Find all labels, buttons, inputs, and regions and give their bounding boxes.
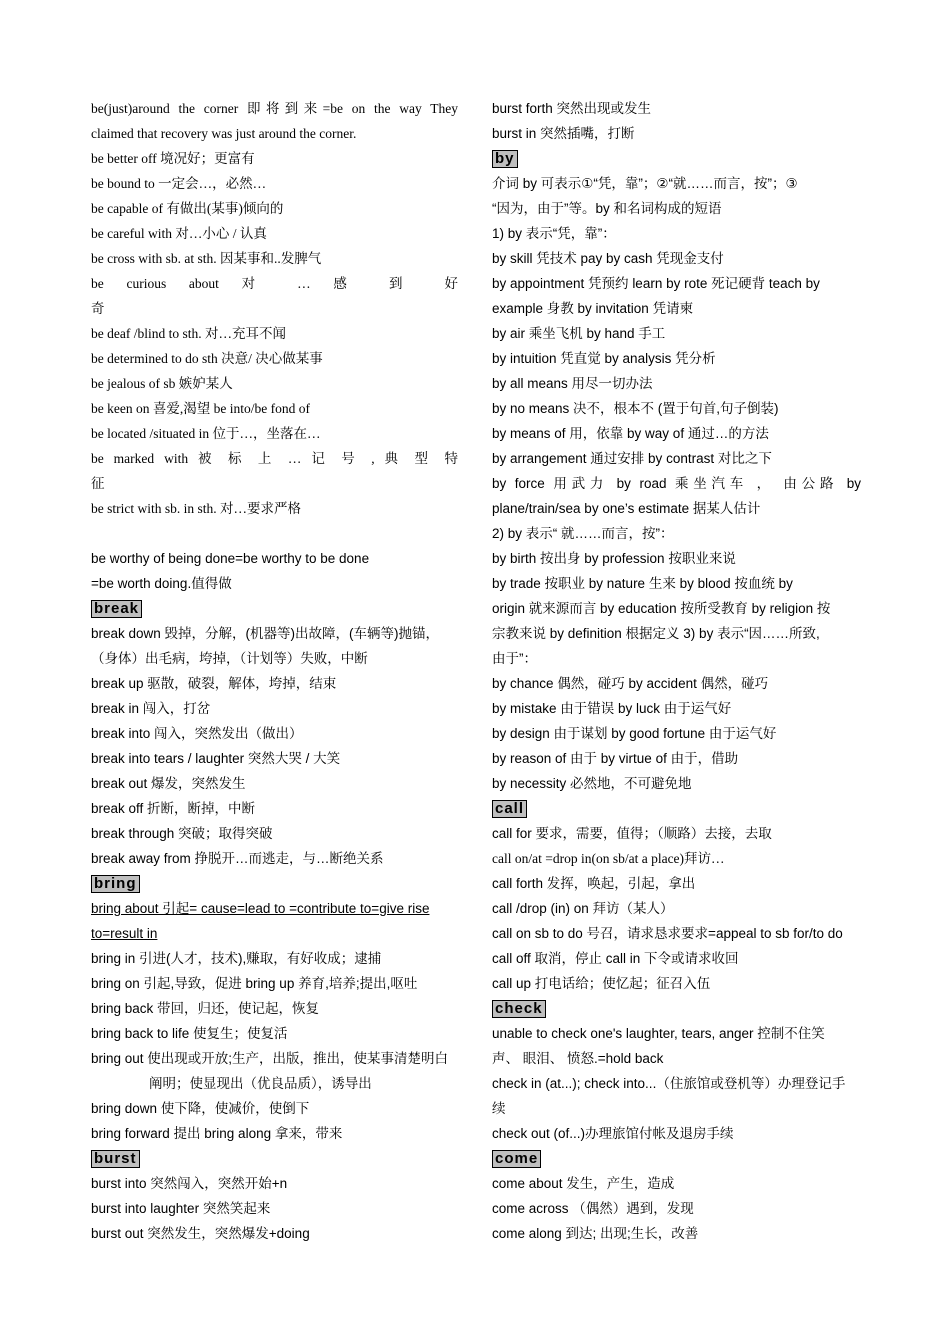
text-line: bring back to life 使复生；使复活 xyxy=(91,1026,288,1041)
section-heading-label: call xyxy=(492,800,527,818)
text-line: bring out 使出现或开放;生产，出版，推出，使某事清楚明白 xyxy=(91,1051,449,1066)
text-line: by mistake 由于错误 by luck 由于运气好 xyxy=(492,701,732,716)
text-line: be strict with sb. in sth. 对…要求严格 xyxy=(91,501,301,516)
text-line: bring forward 提出 bring along 拿来，带来 xyxy=(91,1126,343,1141)
text-line: 介词 by 可表示①“凭，靠”；②“就……而言，按”；③ xyxy=(492,176,798,191)
text-line: to=result in xyxy=(91,926,158,941)
text-line: be careful with 对…小心 / 认真 xyxy=(91,226,267,241)
text-line: by skill 凭技术 pay by cash 凭现金支付 xyxy=(492,251,724,266)
section-heading xyxy=(492,996,861,1021)
text-line: come across （偶然）遇到，发现 xyxy=(492,1201,694,1216)
text-line: burst into laughter 突然笑起来 xyxy=(91,1201,271,1216)
text-line: “因为，由于”等。by 和名词构成的短语 xyxy=(492,201,722,216)
text-line: burst forth 突然出现或发生 xyxy=(492,101,652,116)
text-line: example 身教 by invitation 凭请柬 xyxy=(492,301,694,316)
text-line: by reason of 由于 by virtue of 由于，借助 xyxy=(492,751,739,766)
text-line: by appointment 凭预约 learn by rote 死记硬背 teach by xyxy=(492,276,820,291)
text-line: check in (at...); check into...（住旅馆或登机等）办理登记手 xyxy=(492,1076,846,1091)
text-line: call on sb to do 号召，请求恳求要求=appeal to sb for/to do xyxy=(492,926,843,941)
text-line: 2) by 表示“ 就……而言，按”： xyxy=(492,526,674,541)
text-line: call on/at =drop in(on sb/at a place)拜访… xyxy=(492,851,725,866)
text-line: break through 突破；取得突破 xyxy=(91,826,273,841)
text-line: be cross with sb. at sth. 因某事和..发脾气 xyxy=(91,251,322,266)
text-line: be located /situated in 位于…，坐落在… xyxy=(91,426,321,441)
text-line: be deaf /blind to sth. 对…充耳不闻 xyxy=(91,326,286,341)
text-line: break away from 挣脱开…而逃走，与…断绝关系 xyxy=(91,851,384,866)
section-heading xyxy=(492,146,861,171)
text-line: be(just)around the corner 即将到来=be on the way They xyxy=(91,101,458,116)
text-line: by necessity 必然地，不可避免地 xyxy=(492,776,692,791)
text-line: break down 毁掉，分解，(机器等)出故障，(车辆等)抛锚， xyxy=(91,626,440,641)
text-line: burst into 突然闯入，突然开始+n xyxy=(91,1176,288,1191)
text-line: be worthy of being done=be worthy to be done xyxy=(91,551,370,566)
text-line: break in 闯入，打岔 xyxy=(91,701,211,716)
text-line: break into 闯入，突然发出（做出） xyxy=(91,726,303,741)
text-line: burst out 突然发生，突然爆发+doing xyxy=(91,1226,310,1241)
section-heading-label: break xyxy=(91,600,142,618)
text-line: by chance 偶然，碰巧 by accident 偶然，碰巧 xyxy=(492,676,769,691)
text-line: origin 就来源而言 by education 按所受教育 by religion 按 xyxy=(492,601,831,616)
text-line: （身体）出毛病，垮掉，（计划等）失败，中断 xyxy=(91,651,368,666)
text-line: be curious about 对 … 感 到 好 xyxy=(91,276,458,291)
section-heading-label: burst xyxy=(91,1150,140,1168)
right-column xyxy=(492,96,861,1246)
section-heading-label: come xyxy=(492,1150,541,1168)
section-heading xyxy=(91,871,458,896)
text-line: come along 到达; 出现;生长，改善 xyxy=(492,1226,699,1241)
section-heading xyxy=(91,596,458,621)
text-line: 征 xyxy=(91,476,105,491)
text-line: call up 打电话给；使忆起；征召入伍 xyxy=(492,976,711,991)
text-line: by force 用武力 by road 乘坐汽车 ， 由公路 by xyxy=(492,476,861,491)
text-line: bring down 使下降，使减价，使倒下 xyxy=(91,1101,310,1116)
text-line: be determined to do sth 决意/ 决心做某事 xyxy=(91,351,323,366)
text-line: break out 爆发，突然发生 xyxy=(91,776,246,791)
text-line: bring in 引进(人才，技术),赚取，有好收成；逮捕 xyxy=(91,951,382,966)
text-line: by design 由于谋划 by good fortune 由于运气好 xyxy=(492,726,777,741)
text-line: break off 折断，断掉，中断 xyxy=(91,801,256,816)
text-line: by no means 决不，根本不 (置于句首,句子倒装) xyxy=(492,401,779,416)
text-line: by birth 按出身 by profession 按职业来说 xyxy=(492,551,736,566)
text-line: 阐明；使显现出（优良品质），诱导出 xyxy=(149,1076,372,1091)
text-line: call /drop (in) on 拜访（某人） xyxy=(492,901,674,916)
left-column xyxy=(91,96,458,1246)
text-line: 续 xyxy=(492,1101,506,1116)
text-line: bring on 引起,导致，促进 bring up 养育,培养;提出,呕吐 xyxy=(91,976,418,991)
text-line: plane/train/sea by one’s estimate 据某人估计 xyxy=(492,501,761,516)
text-line: 奇 xyxy=(91,301,105,316)
section-heading-label: bring xyxy=(91,875,140,893)
section-heading xyxy=(492,1146,861,1171)
text-line: 宗教来说 by definition 根据定义 3) by 表示“因……所致, xyxy=(492,626,820,641)
text-line: bring about 引起= cause=lead to =contribute to=give rise xyxy=(91,901,430,916)
text-line: be marked with 被 标 上 … 记 号 , 典 型 特 xyxy=(91,451,458,466)
text-line: by air 乘坐飞机 by hand 手工 xyxy=(492,326,666,341)
text-line: be better off 境况好；更富有 xyxy=(91,151,255,166)
section-heading-label: by xyxy=(492,150,518,168)
text-line: call for 要求，需要，值得；（顺路）去接，去取 xyxy=(492,826,772,841)
text-line: 由于”： xyxy=(492,651,537,666)
text-line: =be worth doing.值得做 xyxy=(91,576,232,591)
text-line: be capable of 有做出(某事)倾向的 xyxy=(91,201,284,216)
section-heading xyxy=(91,1146,458,1171)
text-line: be jealous of sb 嫉妒某人 xyxy=(91,376,233,391)
text-line: unable to check one's laughter, tears, anger 控制不住笑 xyxy=(492,1026,825,1041)
text-line: claimed that recovery was just around the corner. xyxy=(91,126,357,141)
text-line: burst in 突然插嘴，打断 xyxy=(492,126,635,141)
section-heading-label: check xyxy=(492,1000,546,1018)
text-line: call forth 发挥，唤起，引起，拿出 xyxy=(492,876,696,891)
text-line: break up 驱散，破裂，解体，垮掉，结束 xyxy=(91,676,337,691)
text-line: call off 取消，停止 call in 下令或请求收回 xyxy=(492,951,739,966)
text-line: by all means 用尽一切办法 xyxy=(492,376,653,391)
blank-line xyxy=(91,521,458,546)
text-line: by intuition 凭直觉 by analysis 凭分析 xyxy=(492,351,716,366)
text-line: 声、 眼泪、 愤怒.=hold back xyxy=(492,1051,664,1066)
text-line: by arrangement 通过安排 by contrast 对比之下 xyxy=(492,451,772,466)
text-line: bring back 带回，归还，使记起，恢复 xyxy=(91,1001,320,1016)
text-line: check out (of...)办理旅馆付帐及退房手续 xyxy=(492,1126,734,1141)
text-line: be keen on 喜爱,渴望 be into/be fond of xyxy=(91,401,310,416)
text-line: by means of 用，依靠 by way of 通过…的方法 xyxy=(492,426,769,441)
text-line: come about 发生，产生，造成 xyxy=(492,1176,675,1191)
text-line: by trade 按职业 by nature 生来 by blood 按血统 by xyxy=(492,576,793,591)
text-line: break into tears / laughter 突然大哭 / 大笑 xyxy=(91,751,341,766)
text-line: 1) by 表示“凭，靠”： xyxy=(492,226,616,241)
section-heading xyxy=(492,796,861,821)
text-line: be bound to 一定会…，必然… xyxy=(91,176,267,191)
